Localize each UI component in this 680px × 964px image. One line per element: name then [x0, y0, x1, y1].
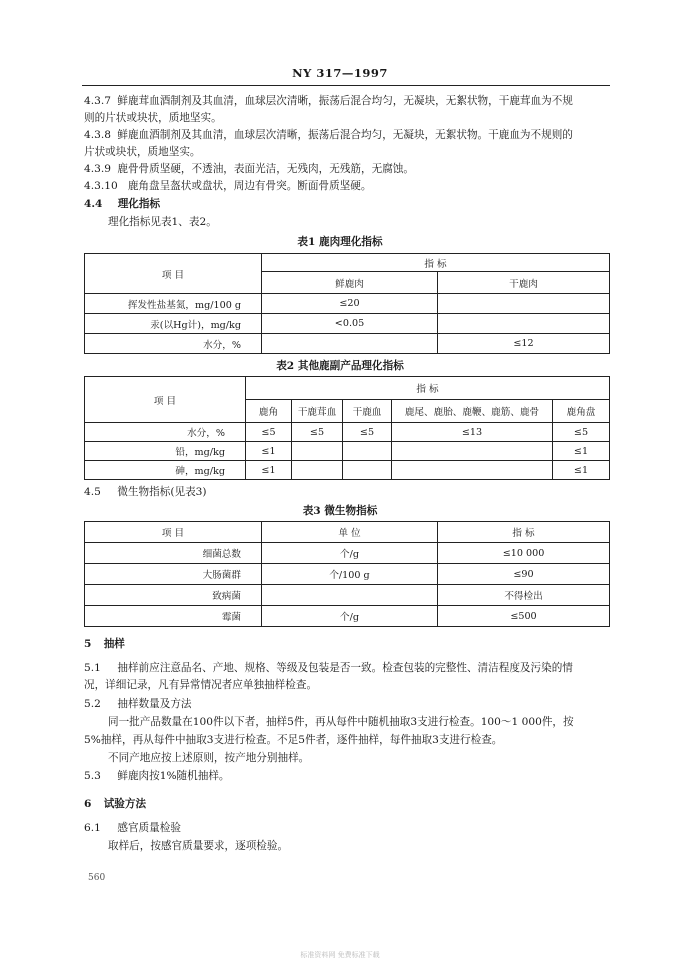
para-6-1: [84, 820, 610, 837]
clause-number: 4.5: [84, 486, 101, 498]
clause-number: 6.1: [84, 822, 101, 834]
table-cell: ≤90: [438, 564, 610, 585]
table1: [84, 253, 610, 354]
clause-number: 4.3.8: [84, 129, 111, 141]
para-4-3-8-cont: 片状或块状，质地坚实。: [84, 146, 201, 158]
heading-4-4: [84, 196, 610, 213]
header-rule: [82, 85, 610, 86]
table-cell: [343, 442, 392, 461]
table-cell: 致病菌: [85, 585, 262, 606]
para-4-3-7-cont: 则的片状或块状，质地坚实。: [84, 112, 222, 124]
table2-col: 鹿角: [246, 400, 292, 423]
table-cell: 铅，mg/kg: [85, 442, 246, 461]
section-number: 5: [84, 638, 92, 650]
para-5-1-cont: 况，详细记录，凡有异常情况者应单独抽样检查。: [84, 679, 318, 691]
table2-col: 干鹿茸血: [292, 400, 343, 423]
table2-col: 干鹿血: [343, 400, 392, 423]
table3-header: 单 位: [262, 522, 438, 543]
table3-caption: 表3 微生物指标: [302, 505, 378, 517]
table1-col-fresh: 鲜鹿肉: [262, 272, 438, 294]
para-6-1-a: 取样后，按感官质量要求，逐项检验。: [108, 840, 289, 852]
table-cell: [292, 442, 343, 461]
table-row: [85, 294, 610, 314]
para-4-3-8: [84, 127, 610, 144]
clause-text: 鹿角盘呈盔状或盘状，周边有骨突。断面骨质坚硬。: [127, 180, 372, 192]
table2-caption: 表2 其他鹿副产品理化指标: [276, 360, 404, 372]
section-title: 抽样: [103, 638, 125, 650]
table-cell: ≤1: [553, 461, 610, 480]
table1-col-dry: 干鹿肉: [438, 272, 610, 294]
clause-number: 4.3.10: [84, 180, 118, 192]
para-5-2: [84, 696, 610, 713]
table-cell: 汞(以Hg计)，mg/kg: [85, 314, 262, 334]
table-cell: ≤1: [553, 442, 610, 461]
table-cell: ≤1: [246, 442, 292, 461]
table-cell: 不得检出: [438, 585, 610, 606]
table1-item-header: 项 目: [85, 254, 262, 294]
table2: [84, 376, 610, 480]
table1-index-header: 指 标: [262, 254, 610, 272]
section-number: 6: [84, 798, 92, 810]
clause-number: 4.4: [84, 198, 103, 210]
clause-number: 4.3.9: [84, 163, 111, 175]
table-cell: 霉菌: [85, 606, 262, 627]
table-cell: 细菌总数: [85, 543, 262, 564]
clause-title: 理化指标: [117, 198, 161, 210]
clause-text: 鲜鹿茸血酒制剂及其血清，血球层次清晰，振荡后混合均匀，无凝块，无絮状物，干鹿茸血为不规: [117, 95, 573, 107]
table-cell: 水分，%: [85, 334, 262, 354]
para-5-2-c: 不同产地应按上述原则，按产地分别抽样。: [108, 752, 310, 764]
table-cell: [392, 461, 553, 480]
para-4-3-7: [84, 93, 610, 110]
clause-text: 微生物指标(见表3): [117, 486, 207, 498]
table-cell: ≤5: [292, 423, 343, 442]
table2-index-header: 指 标: [246, 377, 610, 400]
clause-number: 5.1: [84, 662, 101, 674]
clause-number: 5.2: [84, 698, 101, 710]
table-row: [85, 423, 610, 442]
table-row: [85, 442, 610, 461]
table-cell: ≤500: [438, 606, 610, 627]
clause-number: 5.3: [84, 770, 101, 782]
para-4-4-text: 理化指标见表1、表2。: [108, 216, 217, 228]
table-cell: ≤5: [246, 423, 292, 442]
page-number: 560: [88, 873, 106, 883]
para-5-1: [84, 660, 610, 677]
table3: [84, 521, 610, 627]
table-cell: [392, 442, 553, 461]
table2-item-header: 项 目: [85, 377, 246, 423]
table3-header: 项 目: [85, 522, 262, 543]
clause-text: 鲜鹿肉按1%随机抽样。: [117, 770, 230, 782]
para-4-3-9: [84, 161, 610, 178]
clause-text: 抽样前应注意品名、产地、规格、等级及包装是否一致。检查包装的完整性、清洁程度及污染的情: [117, 662, 573, 674]
document-header: NY 317—1997: [292, 66, 388, 80]
table-cell: [438, 314, 610, 334]
table1-caption: 表1 鹿肉理化指标: [297, 236, 383, 248]
table-cell: ≤1: [246, 461, 292, 480]
table-row: [85, 461, 610, 480]
table-cell: ≤12: [438, 334, 610, 354]
table-cell: ≤20: [262, 294, 438, 314]
table-cell: 个/g: [262, 606, 438, 627]
heading-5: [84, 636, 610, 653]
table-row: [85, 564, 610, 585]
table-cell: 个/100 g: [262, 564, 438, 585]
section-title: 试验方法: [103, 798, 147, 810]
table-cell: [438, 294, 610, 314]
table3-header: 指 标: [438, 522, 610, 543]
table-cell: ≤5: [553, 423, 610, 442]
para-5-3: [84, 768, 610, 785]
clause-text: 鲜鹿血酒制剂及其血清，血球层次清晰，振荡后混合均匀，无凝块，无絮状物。干鹿血为不规则的: [117, 129, 573, 141]
table-cell: ≤10 000: [438, 543, 610, 564]
watermark: 标准资料网 免费标准下载: [300, 951, 380, 959]
table2-col: 鹿尾、鹿胎、鹿鞭、鹿筋、鹿骨: [392, 400, 553, 423]
table-cell: [262, 334, 438, 354]
table-row: [85, 314, 610, 334]
table-cell: 挥发性盐基氮，mg/100 g: [85, 294, 262, 314]
table-cell: [292, 461, 343, 480]
para-5-2-b: 5%抽样，再从每件中抽取3支进行检查。不足5件者，逐件抽样，每件抽取3支进行检查。: [84, 734, 503, 746]
table-row: [85, 334, 610, 354]
table-cell: 大肠菌群: [85, 564, 262, 585]
table-cell: [343, 461, 392, 480]
table-cell: ≤5: [343, 423, 392, 442]
clause-text: 鹿骨骨质坚硬，不透油，表面光洁，无残肉，无残筋，无腐蚀。: [117, 163, 414, 175]
table-row: [85, 543, 610, 564]
clause-title: 感官质量检验: [117, 822, 181, 834]
table-row: [85, 606, 610, 627]
table-cell: ≤13: [392, 423, 553, 442]
para-5-2-a: 同一批产品数量在100件以下者，抽样5件，再从每件中随机抽取3支进行检查。100～1 000件，按: [108, 716, 574, 728]
table-cell: 个/g: [262, 543, 438, 564]
table-row: [85, 585, 610, 606]
para-4-5: [84, 484, 610, 501]
table-cell: <0.05: [262, 314, 438, 334]
table-cell: [262, 585, 438, 606]
table-cell: 砷，mg/kg: [85, 461, 246, 480]
clause-title: 抽样数量及方法: [117, 698, 192, 710]
clause-number: 4.3.7: [84, 95, 111, 107]
para-4-3-10: [84, 178, 610, 195]
table-cell: 水分，%: [85, 423, 246, 442]
table2-col: 鹿角盘: [553, 400, 610, 423]
heading-6: [84, 796, 610, 813]
